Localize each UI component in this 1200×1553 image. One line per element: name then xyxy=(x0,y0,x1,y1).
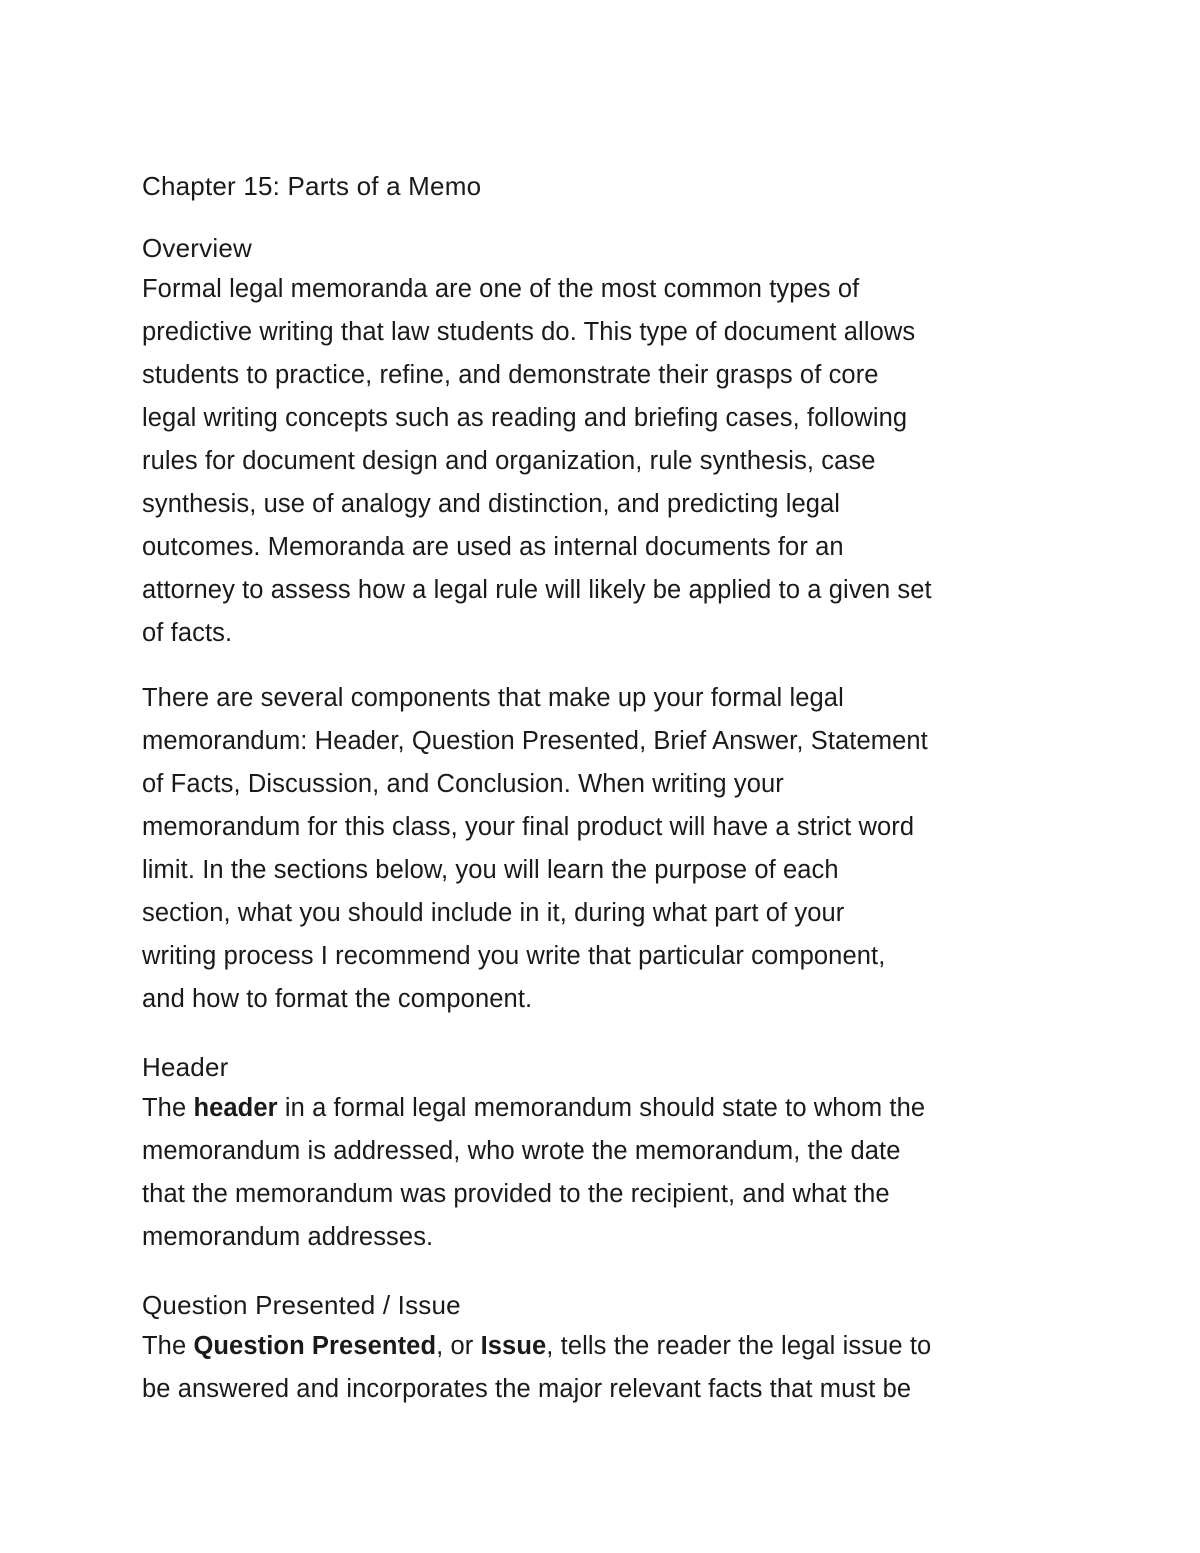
text-run: The xyxy=(142,1094,194,1122)
paragraph-line: predictive writing that law students do. This type of document allows xyxy=(142,318,916,346)
paragraph-line: be answered and incorporates the major relevant facts that must be xyxy=(142,1375,912,1403)
paragraph-line: section, what you should include in it, during what part of your xyxy=(142,899,845,927)
text-run: , tells the reader the legal issue to xyxy=(546,1332,932,1360)
document-page xyxy=(142,166,1062,1411)
paragraph-line: of Facts, Discussion, and Conclusion. When writing your xyxy=(142,770,784,798)
overview-heading: Overview xyxy=(142,233,252,263)
paragraph-line: attorney to assess how a legal rule will likely be applied to a given set xyxy=(142,576,932,604)
bold-term-issue: Issue xyxy=(480,1332,547,1360)
paragraph-line: There are several components that make up your formal legal xyxy=(142,684,844,712)
paragraph-line: synthesis, use of analogy and distinction, and predicting legal xyxy=(142,490,841,518)
question-section-paragraph xyxy=(142,1325,1062,1411)
paragraph-line: memorandum is addressed, who wrote the memorandum, the date xyxy=(142,1137,901,1165)
header-section-heading: Header xyxy=(142,1052,229,1082)
paragraph-line: outcomes. Memoranda are used as internal documents for an xyxy=(142,533,844,561)
paragraph-line: that the memorandum was provided to the recipient, and what the xyxy=(142,1180,890,1208)
paragraph-line: and how to format the component. xyxy=(142,985,533,1013)
text-run: in a formal legal memorandum should state to whom the xyxy=(277,1094,926,1122)
paragraph-line xyxy=(142,1325,1062,1368)
paragraph-line: memorandum: Header, Question Presented, Brief Answer, Statement xyxy=(142,727,928,755)
paragraph-line: rules for document design and organization, rule synthesis, case xyxy=(142,447,876,475)
header-section-paragraph xyxy=(142,1087,1062,1259)
bold-term-header: header xyxy=(193,1094,278,1122)
paragraph-line: memorandum for this class, your final product will have a strict word xyxy=(142,813,915,841)
paragraph-line: limit. In the sections below, you will learn the purpose of each xyxy=(142,856,839,884)
components-paragraph xyxy=(142,677,1062,1021)
text-run: The xyxy=(142,1332,194,1360)
paragraph-line: Formal legal memoranda are one of the most common types of xyxy=(142,275,860,303)
paragraph-line: of facts. xyxy=(142,619,233,647)
chapter-title: Chapter 15: Parts of a Memo xyxy=(142,171,482,201)
paragraph-line: memorandum addresses. xyxy=(142,1223,434,1251)
text-run: , or xyxy=(436,1332,481,1360)
bold-term-question-presented: Question Presented xyxy=(193,1332,437,1360)
paragraph-line: students to practice, refine, and demonstrate their grasps of core xyxy=(142,361,879,389)
overview-paragraph xyxy=(142,268,1062,655)
question-section-heading: Question Presented / Issue xyxy=(142,1290,461,1320)
paragraph-line: writing process I recommend you write that particular component, xyxy=(142,942,886,970)
paragraph-line xyxy=(142,1087,1062,1130)
paragraph-line: legal writing concepts such as reading and briefing cases, following xyxy=(142,404,908,432)
